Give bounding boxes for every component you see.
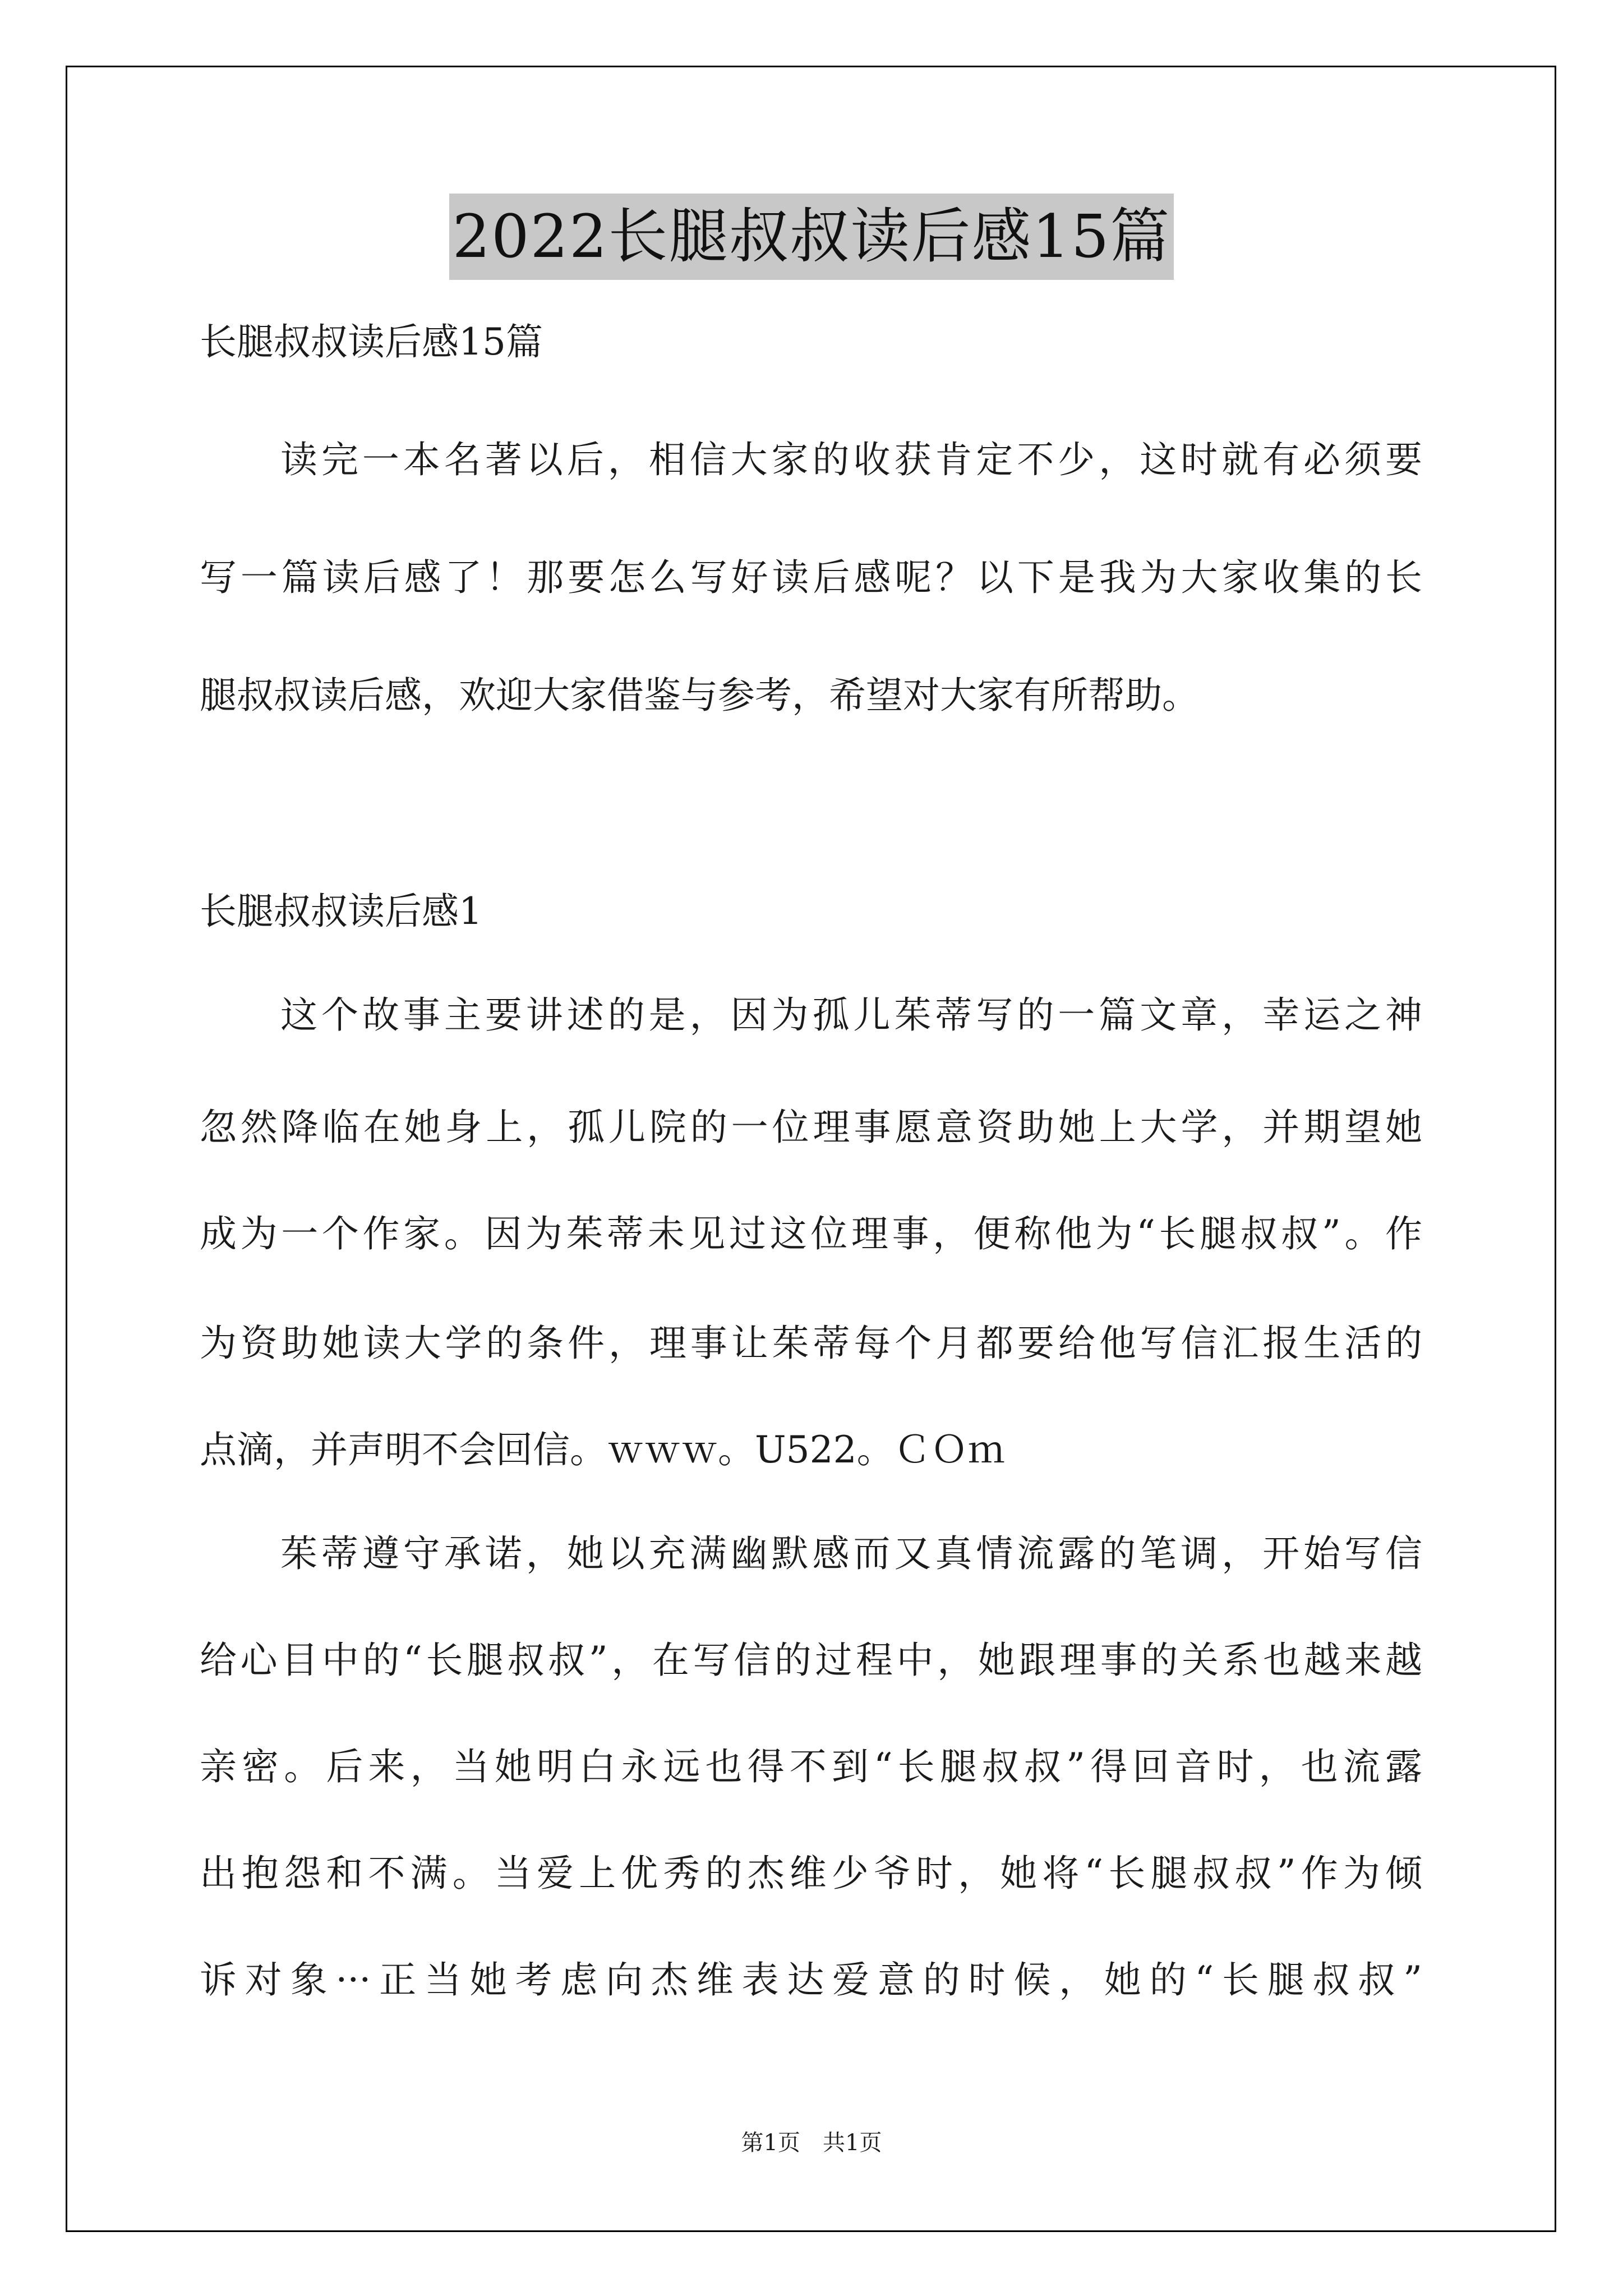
para1-line-5: 点滴，并声明不会回信。ｗｗｗ。U522。ＣＯｍ	[200, 1428, 1005, 1471]
para2-line-4: 出抱怨和不满。当爱上优秀的杰维少爷时，她将“长腿叔叔”作为倾	[200, 1852, 1422, 1895]
intro-line-1: 读完一本名著以后，相信大家的收获肯定不少，这时就有必须要	[280, 438, 1422, 481]
intro-line-2: 写一篇读后感了！那要怎么写好读后感呢？以下是我为大家收集的长	[200, 556, 1422, 599]
para1-line-1: 这个故事主要讲述的是，因为孤儿茱蒂写的一篇文章，幸运之神	[280, 993, 1422, 1037]
para1-line-4: 为资助她读大学的条件，理事让茱蒂每个月都要给他写信汇报生活的	[200, 1322, 1422, 1365]
para2-line-3: 亲密。后来，当她明白永远也得不到“长腿叔叔”得回音时，也流露	[200, 1745, 1422, 1788]
para2-line-5: 诉对象···正当她考虑向杰维表达爱意的时候，她的“长腿叔叔”	[200, 1958, 1422, 2001]
intro-line-3: 腿叔叔读后感，欢迎大家借鉴与参考，希望对大家有所帮助。	[200, 674, 1199, 717]
page-footer: 第1页 共1页	[741, 2130, 882, 2156]
title-container	[0, 194, 1623, 280]
para2-line-2: 给心目中的“长腿叔叔”，在写信的过程中，她跟理事的关系也越来越	[200, 1639, 1422, 1682]
para1-line-3: 成为一个作家。因为茱蒂未见过这位理事，便称他为“长腿叔叔”。作	[200, 1212, 1422, 1255]
document-title: 2022长腿叔叔读后感15篇	[449, 194, 1174, 280]
para1-line-2: 忽然降临在她身上，孤儿院的一位理事愿意资助她上大学，并期望她	[200, 1106, 1422, 1149]
subtitle: 长腿叔叔读后感15篇	[200, 320, 543, 364]
section-heading: 长腿叔叔读后感1	[200, 890, 482, 933]
para2-line-1: 茱蒂遵守承诺，她以充满幽默感而又真情流露的笔调，开始写信	[280, 1532, 1422, 1575]
